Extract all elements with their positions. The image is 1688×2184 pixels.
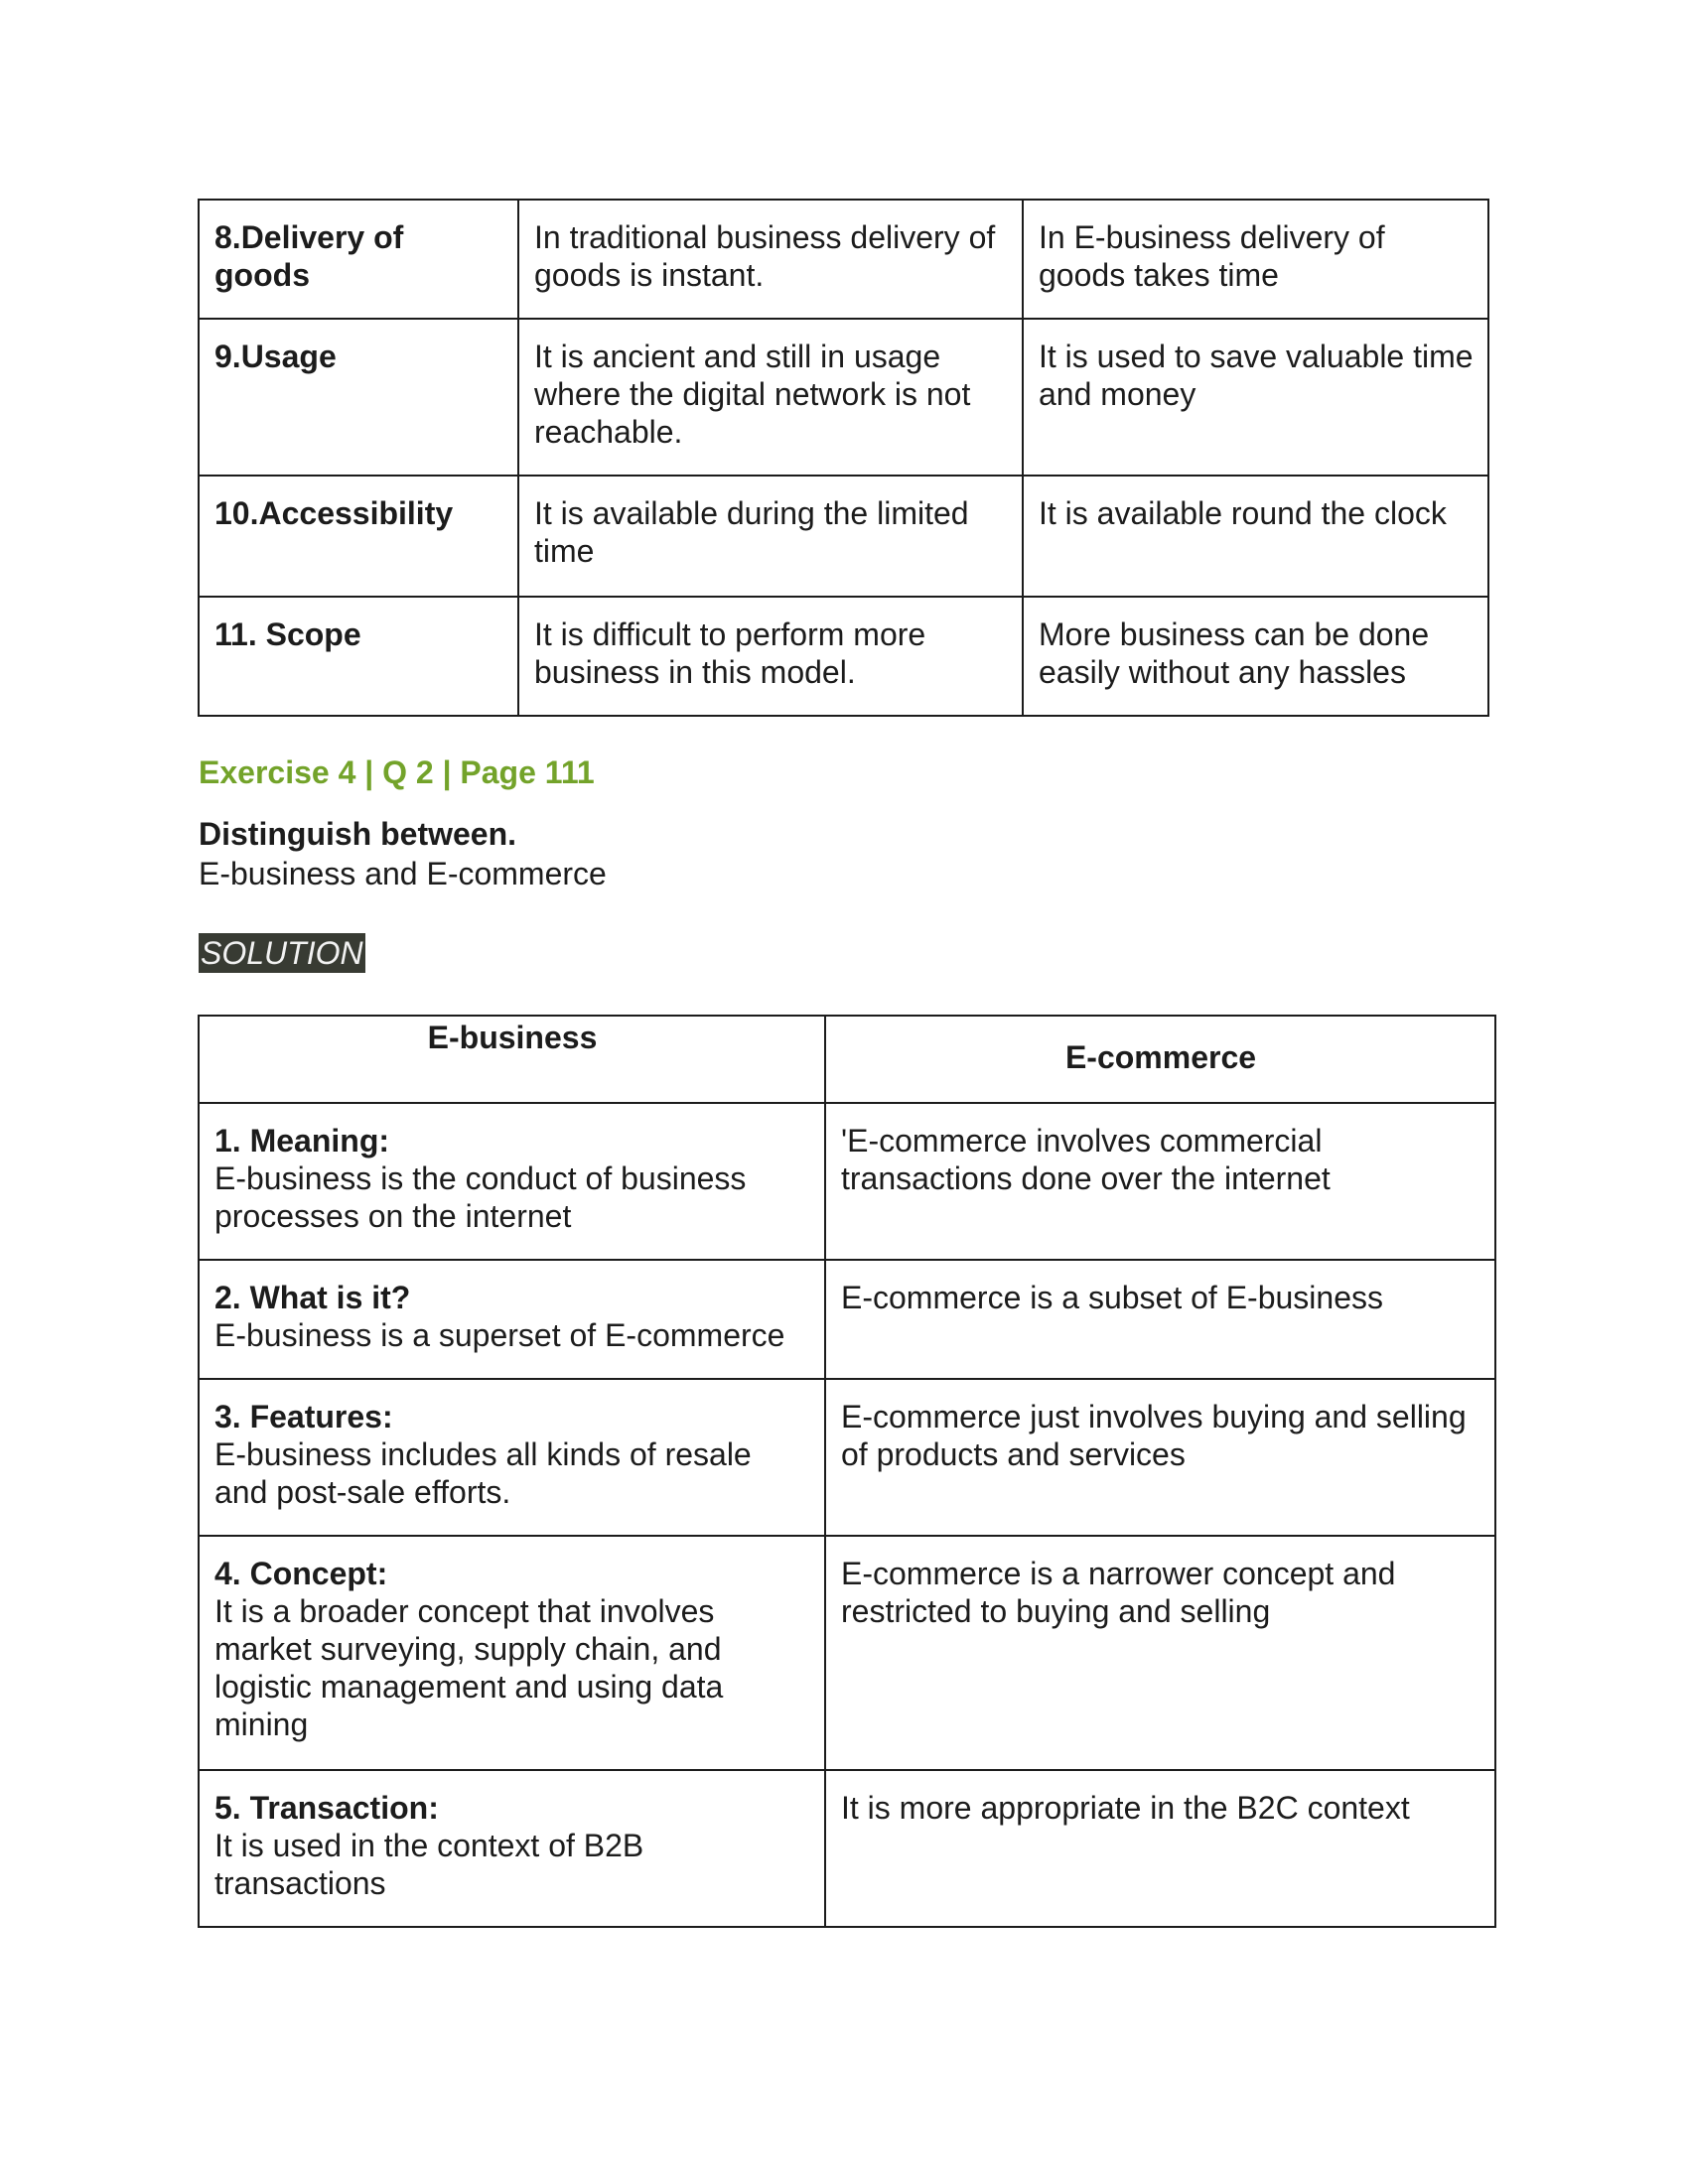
feature-cell: 10.Accessibility bbox=[199, 476, 518, 597]
row-heading: 5. Transaction: bbox=[214, 1790, 439, 1826]
ebusiness-text: E-business is a superset of E-commerce bbox=[214, 1317, 785, 1353]
ebusiness-vs-ecommerce-table bbox=[198, 1015, 1496, 1928]
ebusiness-cell: In E-business delivery of goods takes time bbox=[1023, 200, 1488, 319]
ecommerce-cell: E-commerce is a subset of E-business bbox=[825, 1260, 1495, 1379]
ebusiness-text: It is used in the context of B2B transactions bbox=[214, 1828, 644, 1901]
ebusiness-cell: More business can be done easily without any hassles bbox=[1023, 597, 1488, 716]
question-title: Distinguish between. bbox=[199, 816, 517, 852]
table-row bbox=[199, 319, 1488, 476]
ebusiness-cell bbox=[199, 1260, 825, 1379]
feature-cell: 8.Delivery of goods bbox=[199, 200, 518, 319]
ebusiness-cell: It is used to save valuable time and money bbox=[1023, 319, 1488, 476]
table-row bbox=[199, 1536, 1495, 1770]
ecommerce-cell: It is more appropriate in the B2C context bbox=[825, 1770, 1495, 1927]
ebusiness-cell bbox=[199, 1103, 825, 1260]
feature-cell: 9.Usage bbox=[199, 319, 518, 476]
ebusiness-cell bbox=[199, 1536, 825, 1770]
feature-cell: 11. Scope bbox=[199, 597, 518, 716]
column-header-ebusiness: E-business bbox=[199, 1016, 825, 1103]
question-text: E-business and E-commerce bbox=[199, 856, 607, 891]
ebusiness-cell bbox=[199, 1770, 825, 1927]
table-row bbox=[199, 200, 1488, 319]
traditional-cell: In traditional business delivery of goods is instant. bbox=[518, 200, 1023, 319]
table-row bbox=[199, 597, 1488, 716]
ebusiness-cell: It is available round the clock bbox=[1023, 476, 1488, 597]
ecommerce-cell: E-commerce just involves buying and selling of products and services bbox=[825, 1379, 1495, 1536]
row-heading: 1. Meaning: bbox=[214, 1123, 390, 1159]
ecommerce-cell: E-commerce is a narrower concept and restricted to buying and selling bbox=[825, 1536, 1495, 1770]
column-header-ecommerce: E-commerce bbox=[825, 1016, 1495, 1103]
comparison-table-continued bbox=[198, 199, 1489, 717]
ebusiness-text: E-business is the conduct of business processes on the internet bbox=[214, 1160, 747, 1234]
table-row bbox=[199, 1770, 1495, 1927]
traditional-cell: It is difficult to perform more business in this model. bbox=[518, 597, 1023, 716]
ebusiness-text: It is a broader concept that involves market surveying, supply chain, and logistic management and using data mining bbox=[214, 1593, 724, 1742]
row-heading: 4. Concept: bbox=[214, 1556, 388, 1591]
exercise-heading: Exercise 4 | Q 2 | Page 111 bbox=[199, 754, 595, 790]
table-row bbox=[199, 1103, 1495, 1260]
row-heading: 2. What is it? bbox=[214, 1280, 411, 1315]
row-heading: 3. Features: bbox=[214, 1399, 393, 1434]
traditional-cell: It is ancient and still in usage where the digital network is not reachable. bbox=[518, 319, 1023, 476]
table-row bbox=[199, 1260, 1495, 1379]
ecommerce-cell: 'E-commerce involves commercial transactions done over the internet bbox=[825, 1103, 1495, 1260]
table-header-row bbox=[199, 1016, 1495, 1103]
traditional-cell: It is available during the limited time bbox=[518, 476, 1023, 597]
ebusiness-text: E-business includes all kinds of resale and post-sale efforts. bbox=[214, 1436, 752, 1510]
ebusiness-cell bbox=[199, 1379, 825, 1536]
table-row bbox=[199, 476, 1488, 597]
solution-label: SOLUTION bbox=[201, 935, 363, 971]
table-row bbox=[199, 1379, 1495, 1536]
